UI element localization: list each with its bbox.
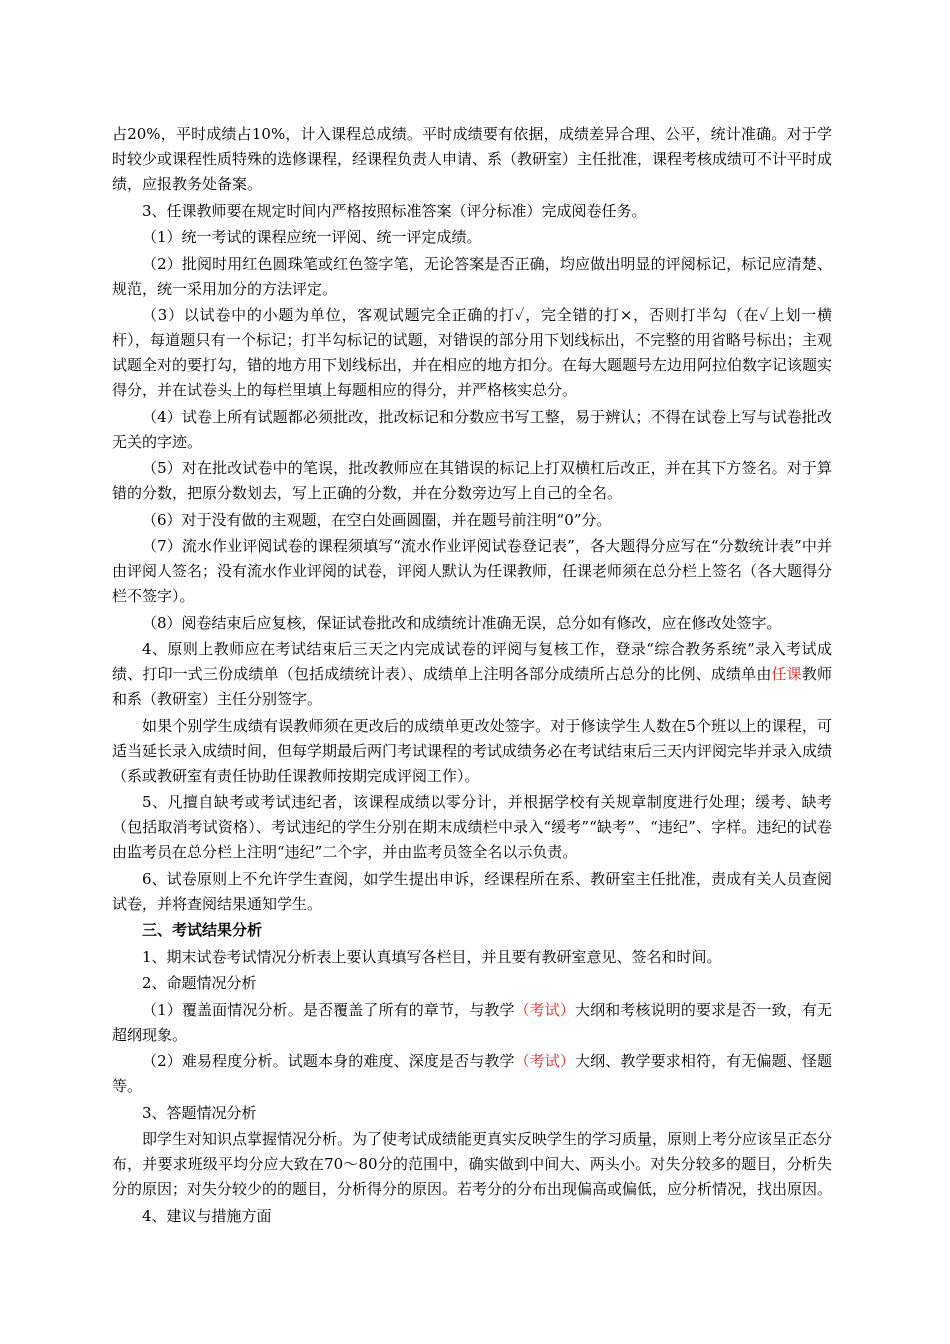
paragraph-subitem-6 bbox=[112, 508, 832, 533]
text: （4）试卷上所有试题都必须批改，批改标记和分数应书写工整，易于辨认；不得在试卷上写与试卷批改无关的字迹。 bbox=[112, 407, 832, 451]
text: 6、试卷原则上不允许学生查阅，如学生提出申诉，经课程所在系、教研室主任批准，责成有关人员查阅试卷，并将查阅结果通知学生。 bbox=[112, 869, 832, 913]
text: （7）流水作业评阅试卷的课程须填写“流水作业评阅试卷登记表”，各大题得分应写在“分数统计表”中并由评阅人签名；没有流水作业评阅的试卷，评阅人默认为任课教师，任课老师须在总分栏上签名（各大题得分栏不签字）。 bbox=[112, 537, 833, 605]
paragraph-item-4 bbox=[112, 637, 832, 712]
text: （5）对在批改试卷中的笔误，批改教师应在其错误的标记上打双横杠后改正，并在其下方签名。对于算错的分数，把原分数划去，写上正确的分数，并在分数旁边写上自己的全名。 bbox=[112, 459, 832, 502]
text: （1）覆盖面情况分析。是否覆盖了所有的章节，与教学 bbox=[142, 1000, 515, 1019]
text: （2）难易程度分析。试题本身的难度、深度是否与教学 bbox=[142, 1052, 515, 1070]
text: （3）以试卷中的小题为单位，客观试题完全正确的打✓，完全错的打×，否则打半勾（在✓上划一横杆），每道题只有一个标记；打半勾标记的试题，对错误的部分用下划线标出，不完整的用省略号标出；主观试题全对的要打勾，错的地方用下划线标出，并在相应的地方扣分。在每大题题号左边用阿拉伯数字记该题实得分，并在试卷头上的每栏里填上每题相应的得分，并严格核实总分。 bbox=[112, 306, 833, 399]
paragraph-subitem-7 bbox=[112, 534, 832, 609]
paragraph-subitem-1 bbox=[112, 225, 832, 250]
paragraph-grade-correction bbox=[112, 714, 832, 789]
paragraph-subitem-4 bbox=[112, 405, 832, 455]
text: 大纲和考核说明的要求是否一致，有无超纲现象。 bbox=[112, 1000, 832, 1044]
text: 1、期末试卷考试情况分析表上要认真填写各栏目，并且要有教研室意见、签名和时间。 bbox=[142, 947, 722, 966]
text: 5、凡擅自缺考或考试违纪者，该课程成绩以零分计，并根据学校有关规章制度进行处理；缓考、缺考（包括取消考试资格）、考试违纪的学生分别在期末成绩栏中录入“缓考”“缺考”、“违纪”、字样。违纪的试卷由监考员在总分栏上注明“违纪”二个字，并由监考员签全名以示负责。 bbox=[112, 793, 832, 861]
highlight-text: 任课 bbox=[771, 665, 802, 683]
paragraph-analysis-2 bbox=[112, 971, 832, 996]
paragraph-item-6 bbox=[112, 867, 832, 917]
paragraph-item-5 bbox=[112, 790, 832, 865]
paragraph-subitem-3 bbox=[112, 303, 832, 403]
text: 即学生对知识点掌握情况分析。为了使考试成绩能更真实反映学生的学习质量，原则上考分应该呈正态分布，并要求班级平均分应大致在70～80分的范围中，确实做到中间大、两头小。对失分较多的题目，分析失分的原因；对失分较少的的题目，分析得分的原因。若考分的分布出现偏高或偏低，应分析情况，找出原因。 bbox=[112, 1130, 833, 1198]
text: 4、建议与措施方面 bbox=[142, 1206, 272, 1225]
text: 3、答题情况分析 bbox=[142, 1103, 257, 1122]
text: 大纲、教学要求相符，有无偏题、怪题等。 bbox=[112, 1052, 832, 1095]
text: （6）对于没有做的主观题，在空白处画圆圈，并在题号前注明“0”分。 bbox=[142, 510, 612, 529]
paragraph-answer-analysis bbox=[112, 1127, 832, 1202]
text: （8）阅卷结束后应复核，保证试卷批改和成绩统计准确无误，总分如有修改，应在修改处签字。 bbox=[142, 613, 782, 632]
heading-text: 三、考试结果分析 bbox=[142, 921, 263, 939]
section-heading-3 bbox=[112, 918, 832, 943]
paragraph-analysis-3 bbox=[112, 1101, 832, 1126]
text: 占20%，平时成绩占10%，计入课程总成绩。平时成绩要有依据，成绩差异合理、公平，统计准确。对于学时较少或课程性质特殊的选修课程，经课程负责人申请、系（教研室）主任批准，课程考核成绩可不计平时成绩，应报教务处备案。 bbox=[112, 125, 833, 193]
paragraph-subitem-2 bbox=[112, 252, 832, 302]
paragraph-item-3 bbox=[112, 199, 832, 224]
paragraph-subitem-8 bbox=[112, 611, 832, 636]
text: 2、命题情况分析 bbox=[142, 974, 257, 992]
highlight-text: （考试） bbox=[514, 1052, 576, 1070]
text: 如果个别学生成绩有误教师须在更改后的成绩单更改处签字。对于修读学生人数在5个班以上的课程，可适当延长录入成绩时间，但每学期最后两门考试课程的考试成绩务必在考试结束后三天内评阅完毕并录入成绩（系或教研室有责任协助任课教师按期完成评阅工作）。 bbox=[112, 716, 833, 785]
paragraph-grade-composition bbox=[112, 122, 832, 197]
paragraph-coverage bbox=[112, 998, 832, 1048]
highlight-text: （考试） bbox=[514, 1000, 576, 1019]
paragraph-difficulty bbox=[112, 1049, 832, 1099]
text: 4、原则上教师应在考试结束后三天之内完成试卷的评阅与复核工作，登录“综合教务系统”录入考试成绩、打印一式三份成绩单（包括成绩统计表）、成绩单上注明各部分成绩所占总分的比例、成绩单由 bbox=[112, 640, 832, 683]
paragraph-subitem-5 bbox=[112, 456, 832, 506]
paragraph-analysis-4 bbox=[112, 1204, 832, 1229]
document-page bbox=[112, 122, 832, 1230]
paragraph-analysis-1 bbox=[112, 945, 832, 970]
text: 教师和系（教研室）主任分别签字。 bbox=[112, 665, 832, 708]
text: （1）统一考试的课程应统一评阅、统一评定成绩。 bbox=[142, 228, 482, 246]
text: （2）批阅时用红色圆珠笔或红色签字笔，无论答案是否正确，均应做出明显的评阅标记，标记应清楚、规范，统一采用加分的方法评定。 bbox=[112, 254, 832, 298]
text: 3、任课教师要在规定时间内严格按照标准答案（评分标准）完成阅卷任务。 bbox=[142, 201, 647, 220]
